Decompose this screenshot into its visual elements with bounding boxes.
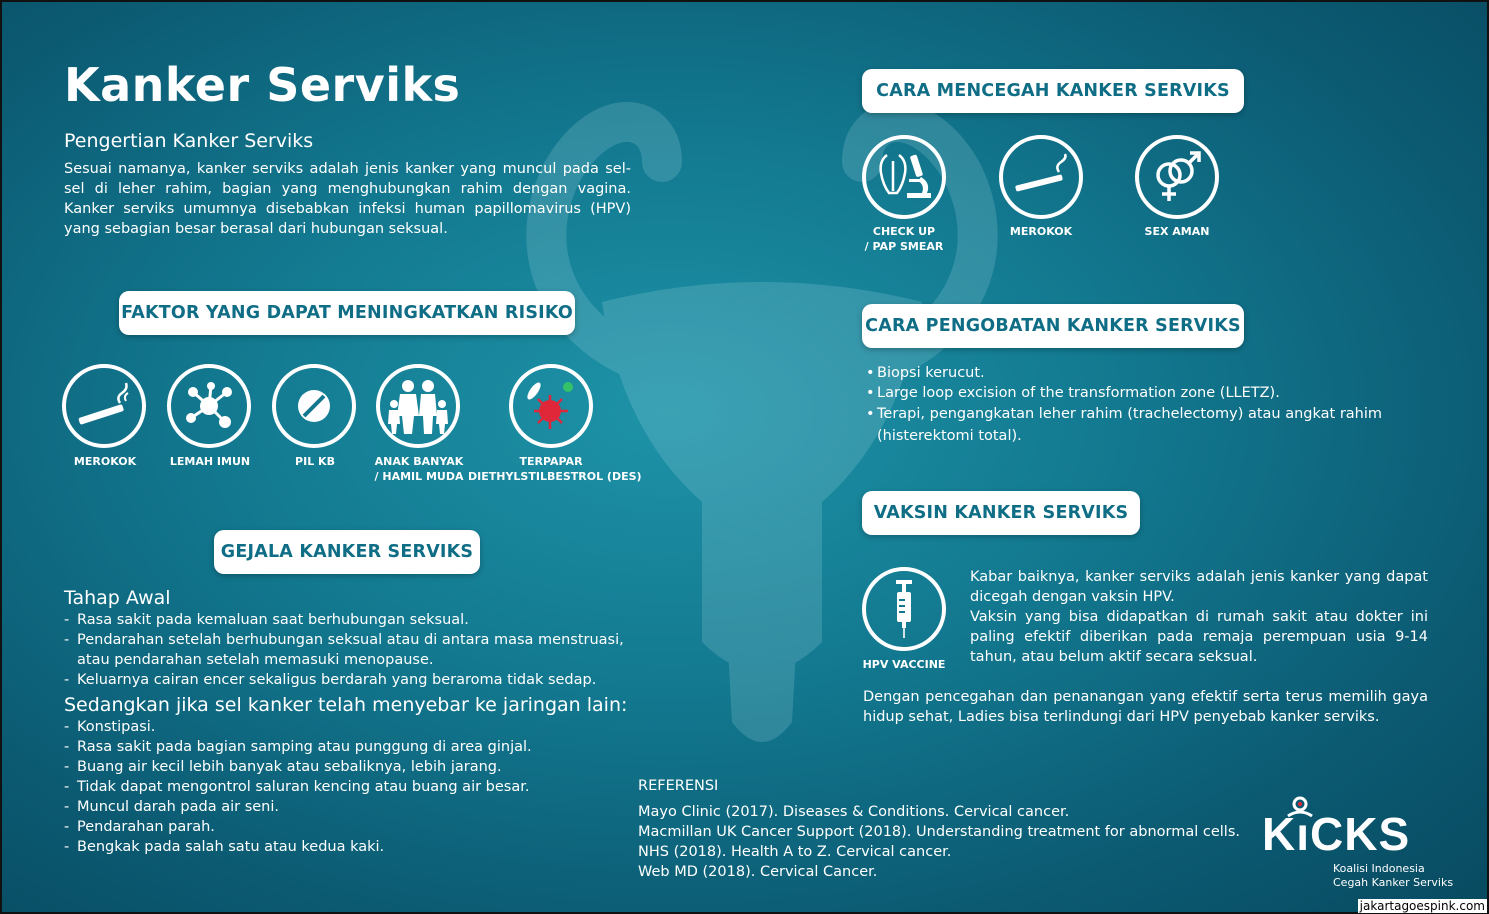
treatment-heading: CARA PENGOBATAN KANKER SERVIKS (862, 304, 1244, 348)
prevention-heading: CARA MENCEGAH KANKER SERVIKS (862, 69, 1244, 113)
source-watermark: jakartagoespink.com (1359, 899, 1485, 913)
risk-label-smoking: MEROKOK (73, 455, 137, 468)
pill-icon (291, 383, 337, 429)
list-item: - Tidak dapat mengontrol saluran kencing atau buang air besar. (64, 777, 634, 797)
svg-text:KıCKS: KıCKS (1262, 808, 1411, 860)
definition-text: Sesuai namanya, kanker serviks adalah jenis kanker yang muncul pada sel-sel di leher rahim, bagian yang menghubungkan rahim dengan vagina. Kanker serviks umumnya disebabkan infeksi human papillomavirus (HPV) yang sebagian besar berasal dari hubungan seksual. (64, 161, 631, 237)
list-item: - Rasa sakit pada bagian samping atau punggung di area ginjal. (64, 737, 634, 757)
spread-stage-list (64, 717, 634, 857)
risk-item-pill (272, 364, 356, 448)
syringe-icon (889, 578, 919, 640)
reference-item: Mayo Clinic (2017). Diseases & Conditions. Cervical cancer. (638, 804, 1070, 820)
references-list (638, 802, 1240, 882)
vaccine-closing-text: Dengan pencegahan dan penanangan yang efektif serta terus memilih gaya hidup sehat, Ladies bisa terlindungi dari HPV penyebab kanker serviks. (863, 689, 1428, 725)
prevention-item-checkup (862, 135, 946, 219)
reference-item: Macmillan UK Cancer Support (2018). Understanding treatment for abnormal cells. (638, 824, 1240, 840)
vaccine-icon-circle (862, 567, 946, 651)
reference-item: NHS (2018). Health A to Z. Cervical cancer. (638, 844, 952, 860)
list-item: - Buang air kecil lebih banyak atau sebaliknya, lebih jarang. (64, 757, 634, 777)
risk-label-des: TERPAPAR DIETHYLSTILBESTROL (DES) (468, 455, 642, 483)
list-item: • Terapi, pengangkatan leher rahim (trachelectomy) atau angkat rahim (histerektomi total). (866, 403, 1431, 447)
cigarette-icon (74, 381, 134, 431)
prevention-label-checkup: CHECK UP / PAP SMEAR (864, 225, 944, 253)
vaccine-text-1: Kabar baiknya, kanker serviks adalah jenis kanker yang dapat dicegah dengan vaksin HPV. (970, 569, 1428, 605)
family-icon (386, 376, 450, 436)
vaccine-heading: VAKSIN KANKER SERVIKS (862, 491, 1140, 535)
risk-item-weak-immune (167, 364, 251, 448)
virus-icon (520, 375, 582, 437)
risk-label-weak-immune: LEMAH IMUN (169, 455, 251, 468)
symptoms-heading: GEJALA KANKER SERVIKS (214, 530, 480, 574)
vaccine-icon-label: HPV VACCINE (862, 658, 946, 671)
prevention-label-safe-sex: SEX AMAN (1144, 225, 1210, 238)
reference-item: Web MD (2018). Cervical Cancer. (638, 864, 878, 880)
list-item: - Pendarahan parah. (64, 817, 634, 837)
risk-item-smoking (62, 364, 146, 448)
list-item: - Konstipasi. (64, 717, 634, 737)
risk-label-many-children: ANAK BANYAK / HAMIL MUDA (374, 455, 464, 483)
cigarette-icon (1011, 152, 1071, 202)
spread-stage-title: Sedangkan jika sel kanker telah menyebar ke jaringan lain: (64, 694, 628, 716)
molecule-icon (181, 378, 237, 434)
list-item: - Rasa sakit pada kemaluan saat berhubungan seksual. (64, 610, 634, 630)
page-title: Kanker Serviks (64, 58, 461, 112)
risk-item-many-children (376, 364, 460, 448)
definition-subtitle: Pengertian Kanker Serviks (64, 130, 314, 152)
references-heading: REFERENSI (638, 778, 719, 794)
early-stage-title: Tahap Awal (64, 587, 171, 609)
risk-label-pill: PIL KB (295, 455, 335, 468)
list-item: • Biopsi kerucut. (866, 363, 1431, 383)
kicks-logo (1260, 794, 1430, 862)
microscope-icon (873, 149, 935, 205)
list-item: - Muncul darah pada air seni. (64, 797, 634, 817)
list-item: - Pendarahan setelah berhubungan seksual atau di antara masa menstruasi, atau pendarahan setelah memasuki menopause. (64, 630, 634, 670)
list-item: • Large loop excision of the transformation zone (LLETZ). (866, 383, 1431, 403)
risk-item-des (509, 364, 593, 448)
prevention-item-smoking (999, 135, 1083, 219)
logo-tagline: Koalisi Indonesia Cegah Kanker Serviks (1333, 862, 1454, 889)
gender-icon (1147, 147, 1207, 207)
list-item: - Keluarnya cairan encer sekaligus berdarah yang beraroma tidak sedap. (64, 670, 634, 690)
prevention-label-smoking: MEROKOK (1009, 225, 1073, 238)
early-stage-list (64, 610, 634, 690)
treatment-list (866, 363, 1431, 447)
list-item: - Bengkak pada salah satu atau kedua kaki. (64, 837, 634, 857)
prevention-item-safe-sex (1135, 135, 1219, 219)
vaccine-text-2: Vaksin yang bisa didapatkan di rumah sakit atau dokter ini paling efektif diberikan pada remaja perempuan usia 9-14 tahun, atau belum aktif secara seksual. (970, 609, 1428, 665)
risk-heading: FAKTOR YANG DAPAT MENINGKATKAN RISIKO (119, 291, 575, 335)
